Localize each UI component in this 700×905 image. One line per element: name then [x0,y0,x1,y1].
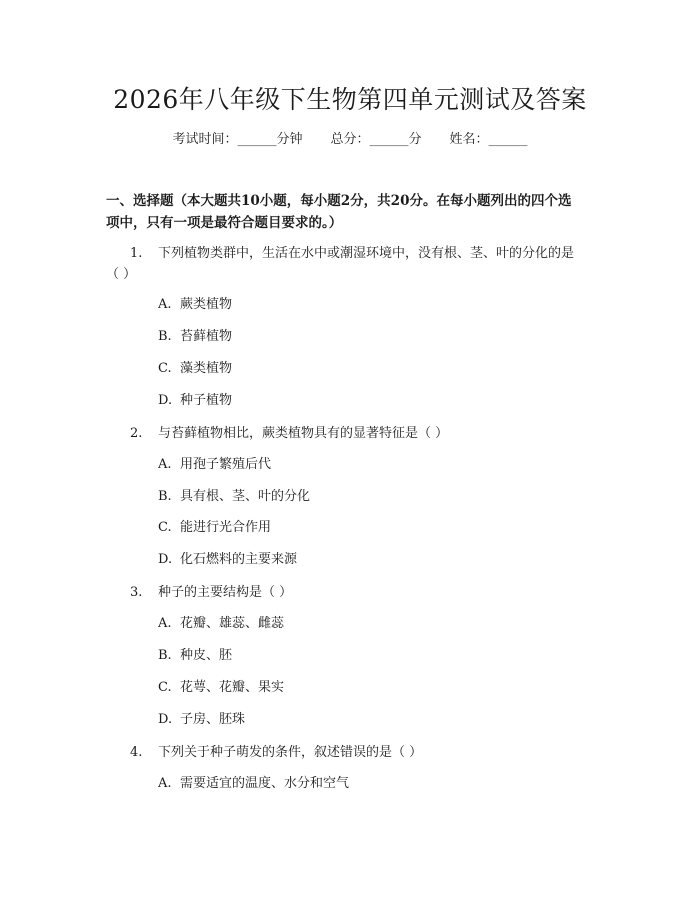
option-text: 能进行光合作用 [180,520,272,535]
question-text: 种子的主要结构是（ ） [158,585,293,600]
section-heading [106,190,606,234]
option-letter: A. [158,457,172,472]
option-text: 花瓣、雄蕊、雌蕊 [180,616,285,631]
page-title: 2026年八年级下生物第四单元测试及答案 [113,85,587,114]
option-c [158,360,598,378]
question-4 [106,742,606,763]
option-letter: A. [158,776,172,791]
question-number: 3. [130,585,143,600]
option-letter: A. [158,616,172,631]
section-heading-line2: 项中，只有一项是最符合题目要求的。） [106,215,343,231]
option-a [158,456,598,474]
option-a [158,296,598,314]
question-3 [106,582,606,603]
exam-meta [0,131,700,149]
option-letter: B. [158,648,172,663]
option-letter: D. [158,393,173,408]
option-d [158,551,598,569]
total-score-field: 总分：______分 [330,132,422,147]
option-c [158,679,598,697]
option-letter: C. [158,361,172,376]
option-a [158,615,598,633]
option-text: 种子植物 [180,393,233,408]
exam-time-field: 考试时间：______分钟 [172,132,303,147]
option-letter: D. [158,552,173,567]
option-text: 化石燃料的主要来源 [180,552,298,567]
option-b [158,488,598,506]
option-b [158,647,598,665]
option-letter: B. [158,489,172,504]
option-text: 种皮、胚 [180,648,233,663]
question-text: 与苔藓植物相比，蕨类植物具有的显著特征是（ ） [158,426,449,441]
question-1 [106,243,606,285]
option-letter: C. [158,520,172,535]
option-text: 蕨类植物 [180,297,233,312]
option-d [158,392,598,410]
section-heading-line1: 一、选择题（本大题共10小题，每小题2分，共20分。在每小题列出的四个选 [106,193,572,209]
option-text: 子房、胚珠 [180,712,246,727]
option-letter: B. [158,329,172,344]
option-text: 用孢子繁殖后代 [180,457,272,472]
option-text: 苔藓植物 [180,329,233,344]
option-text: 花萼、花瓣、果实 [180,680,285,695]
student-name-field: 姓名：______ [449,132,528,147]
question-number: 1. [130,246,143,261]
option-d [158,711,598,729]
option-letter: C. [158,680,172,695]
question-text: 下列植物类群中，生活在水中或潮湿环境中，没有根、茎、叶的分化的是 [158,246,575,261]
option-c [158,519,598,537]
question-2 [106,423,606,444]
question-number: 2. [130,426,143,441]
question-text: 下列关于种子萌发的条件，叙述错误的是（ ） [158,745,423,760]
option-letter: A. [158,297,172,312]
option-letter: D. [158,712,173,727]
option-text: 需要适宜的温度、水分和空气 [180,776,350,791]
option-text: 具有根、茎、叶的分化 [180,489,311,504]
option-a [158,775,598,793]
question-text-cont: （ ） [106,267,137,282]
option-text: 藻类植物 [180,361,233,376]
question-number: 4. [130,745,143,760]
option-b [158,328,598,346]
